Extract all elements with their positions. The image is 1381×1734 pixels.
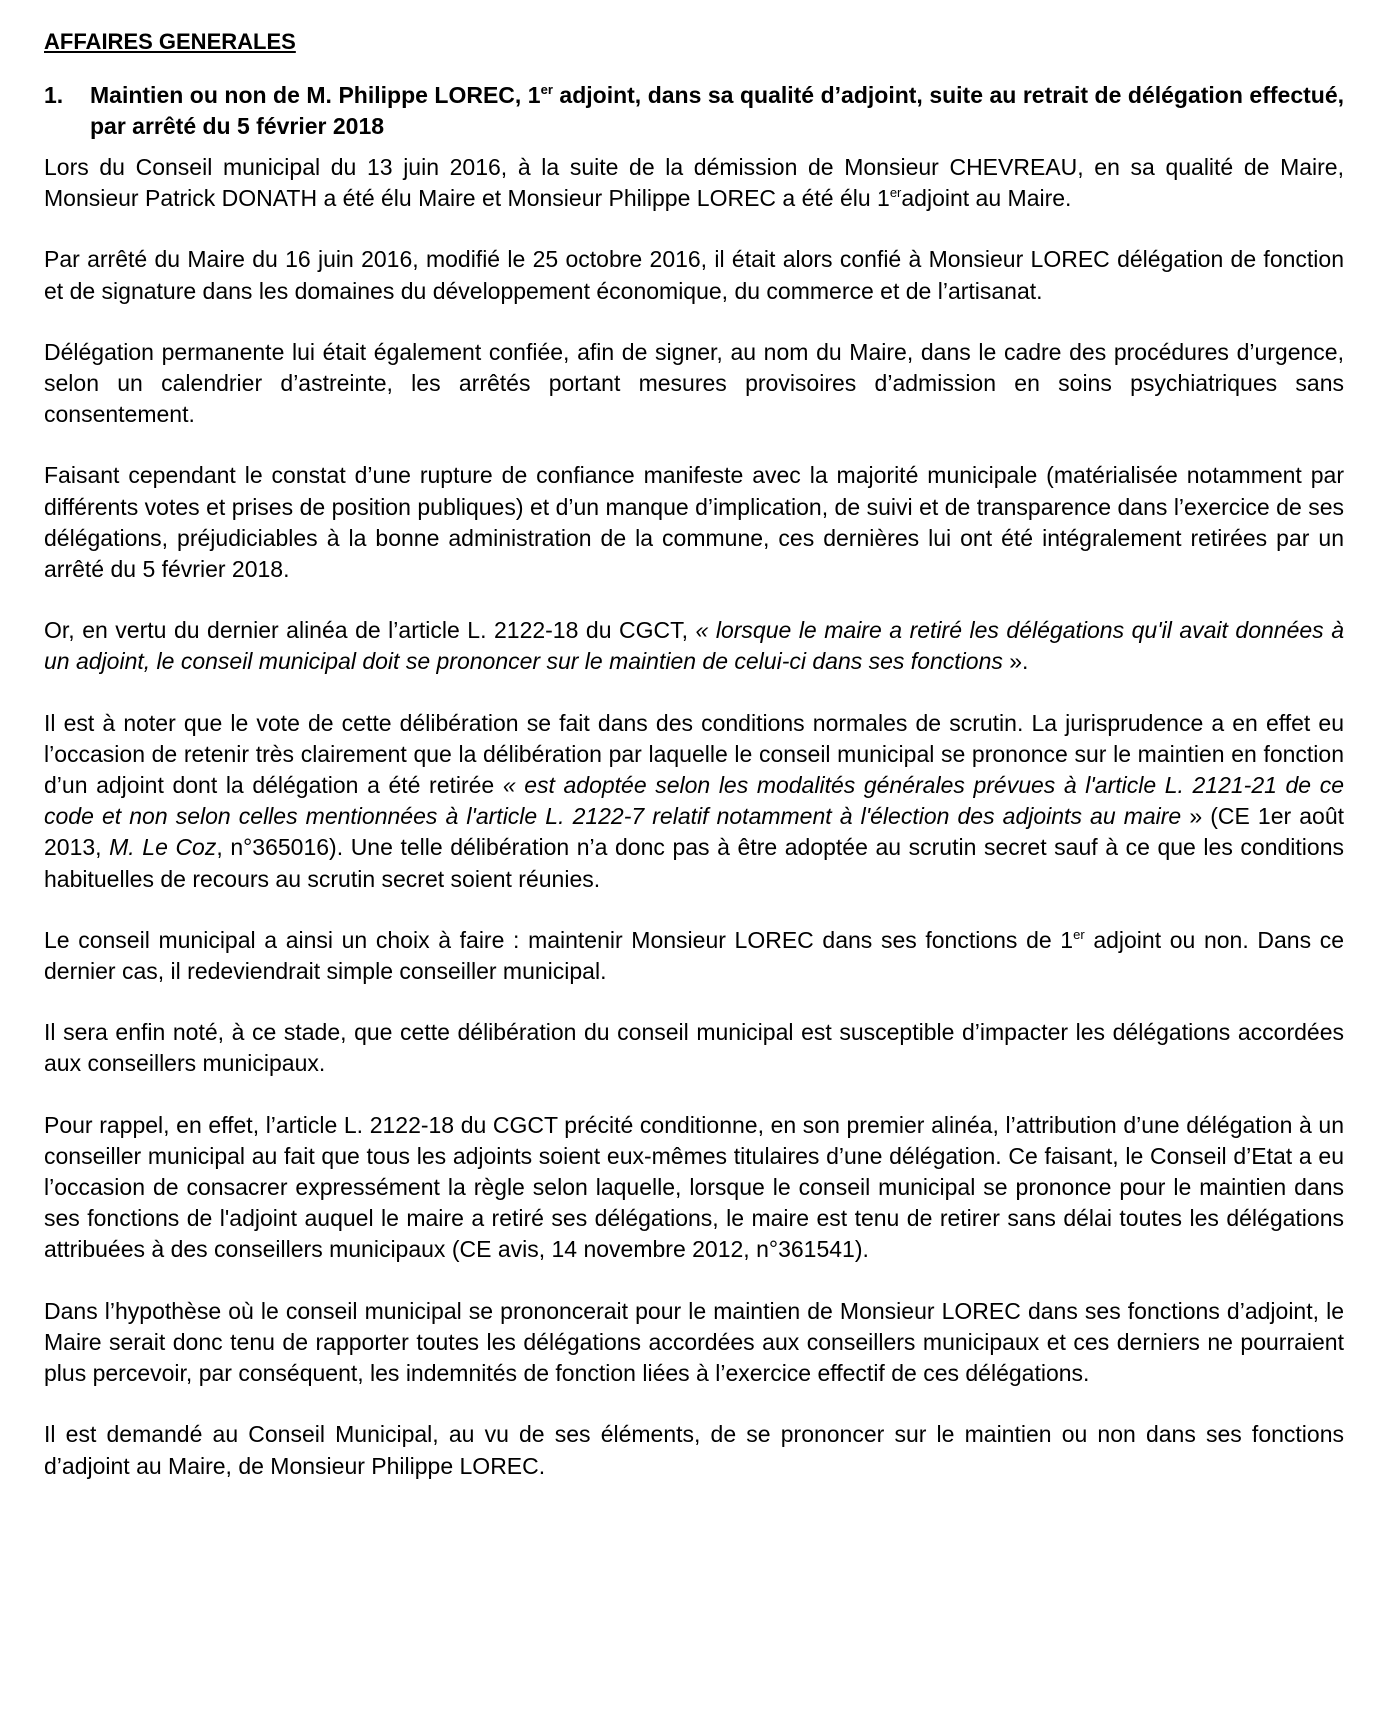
paragraph-choice-superscript: er — [1073, 926, 1085, 942]
agenda-item-text-part2: adjoint, dans sa qualité d’adjoint, suite au retrait de délégation effectué, par arrêté du 5 février 2018 — [90, 82, 1345, 139]
paragraph-election-superscript: er — [889, 185, 902, 201]
paragraph-hypothesis: Dans l’hypothèse où le conseil municipal se prononcerait pour le maintien de Monsieur LOREC dans ses fonctions d’adjoint, le Maire serait donc tenu de rapporter toutes les délégations accordées aux conseillers municipaux et ces derniers ne pourraient plus percevoir, par conséquent, les indemnités de fonction liées à l’exercice effectif de ces délégations. — [44, 1297, 1344, 1387]
paragraph-election-text-end: adjoint au Maire. — [901, 185, 1072, 212]
paragraph-jurisprudence-citation: » (CE 1er août 2013, — [44, 803, 1345, 861]
paragraph-jurisprudence — [44, 708, 1344, 895]
paragraph-request: Il est demandé au Conseil Municipal, au vu de ses éléments, de se prononcer sur le maintien ou non dans ses fonctions d’adjoint au Maire, de Monsieur Philippe LOREC. — [44, 1421, 1344, 1479]
paragraph-election — [44, 152, 1344, 214]
paragraph-impact: Il sera enfin noté, à ce stade, que cette délibération du conseil municipal est susceptible d’impacter les délégations accordées aux conseillers municipaux. — [44, 1019, 1344, 1077]
paragraph-choice — [44, 925, 1344, 987]
paragraph-withdrawal: Faisant cependant le constat d’une rupture de confiance manifeste avec la majorité municipale (matérialisée notamment par différents votes et prises de position publiques) et d’un manque d’implication, de suivi et de transparence dans l’exercice de ses délégations, préjudiciables à la bonne administration de la commune, ces dernières lui ont été intégralement retirées par un arrêté du 5 février 2018. — [44, 462, 1344, 583]
agenda-item-number: 1. — [44, 82, 64, 108]
paragraph-cgct-quote: « lorsque le maire a retiré les délégations qu'il avait données à un adjoint, le conseil municipal doit se prononcer sur le maintien de celui-ci dans ses fonctions — [44, 617, 1344, 675]
document-page — [44, 26, 1344, 1512]
agenda-item-text-part1: Maintien ou non de M. Philippe LOREC, 1 — [90, 82, 541, 108]
section-title: AFFAIRES GENERALES — [44, 29, 296, 54]
paragraph-cgct-text: Or, en vertu du dernier alinéa de l’article L. 2122-18 du CGCT, — [44, 617, 696, 644]
agenda-item-title — [44, 80, 1344, 142]
paragraph-election-text: Lors du Conseil municipal du 13 juin 2016, à la suite de la démission de Monsieur CHEVREAU, en sa qualité de Maire, Monsieur Patrick DONATH a été élu Maire et Monsieur Philippe LOREC a été élu 1 — [44, 154, 1344, 212]
paragraph-choice-text: Le conseil municipal a ainsi un choix à faire : maintenir Monsieur LOREC dans ses fonctions de 1 — [44, 926, 1074, 953]
paragraph-cgct-text-end: ». — [1002, 648, 1029, 675]
paragraph-jurisprudence-text-end: , n°365016). Une telle délibération n’a donc pas à être adoptée au scrutin secret sauf à ce que les conditions habituelles de recours au scrutin secret soient réunies. — [44, 834, 1344, 892]
paragraph-reminder: Pour rappel, en effet, l’article L. 2122-18 du CGCT précité conditionne, en son premier alinéa, l’attribution d’une délégation à un conseiller municipal au fait que tous les adjoints soient eux-mêmes titulaires d’une délégation. Ce faisant, le Conseil d’Etat a eu l’occasion de consacrer expressément la règle selon laquelle, lorsque le conseil municipal se prononce pour le maintien dans ses fonctions de l'adjoint auquel le maire a retiré ses délégations, le maire est tenu de retirer sans délai toutes les délégations attribuées à des conseillers municipaux (CE avis, 14 novembre 2012, n°361541). — [44, 1111, 1344, 1263]
agenda-item-superscript: er — [540, 82, 553, 97]
paragraph-jurisprudence-text: Il est à noter que le vote de cette délibération se fait dans des conditions normales de scrutin. La jurisprudence a en effet eu l’occasion de retenir très clairement que la délibération par laquelle le conseil municipal se prononce sur le maintien en fonction d’un adjoint dont la délégation a été retirée — [44, 709, 1344, 799]
paragraph-jurisprudence-quote: « est adoptée selon les modalités générales prévues à l'article L. 2121-21 de ce code et non selon celles mentionnées à l'article L. 2122-7 relatif notamment à l'élection des adjoints au maire — [44, 772, 1344, 830]
paragraph-delegation: Par arrêté du Maire du 16 juin 2016, modifié le 25 octobre 2016, il était alors confié à Monsieur LOREC délégation de fonction et de signature dans les domaines du développement économique, du commerce et de l’artisanat. — [44, 246, 1344, 304]
paragraph-permanent-delegation: Délégation permanente lui était également confiée, afin de signer, au nom du Maire, dans le cadre des procédures d’urgence, selon un calendrier d’astreinte, les arrêtés portant mesures provisoires d’admission en soins psychiatriques sans consentement. — [44, 338, 1344, 428]
paragraph-jurisprudence-case-name: M. Le Coz — [109, 834, 217, 861]
paragraph-cgct-article — [44, 615, 1344, 677]
agenda-item-text — [90, 80, 1344, 142]
paragraph-choice-text-end: adjoint ou non. Dans ce dernier cas, il redeviendrait simple conseiller municipal. — [44, 926, 1344, 985]
